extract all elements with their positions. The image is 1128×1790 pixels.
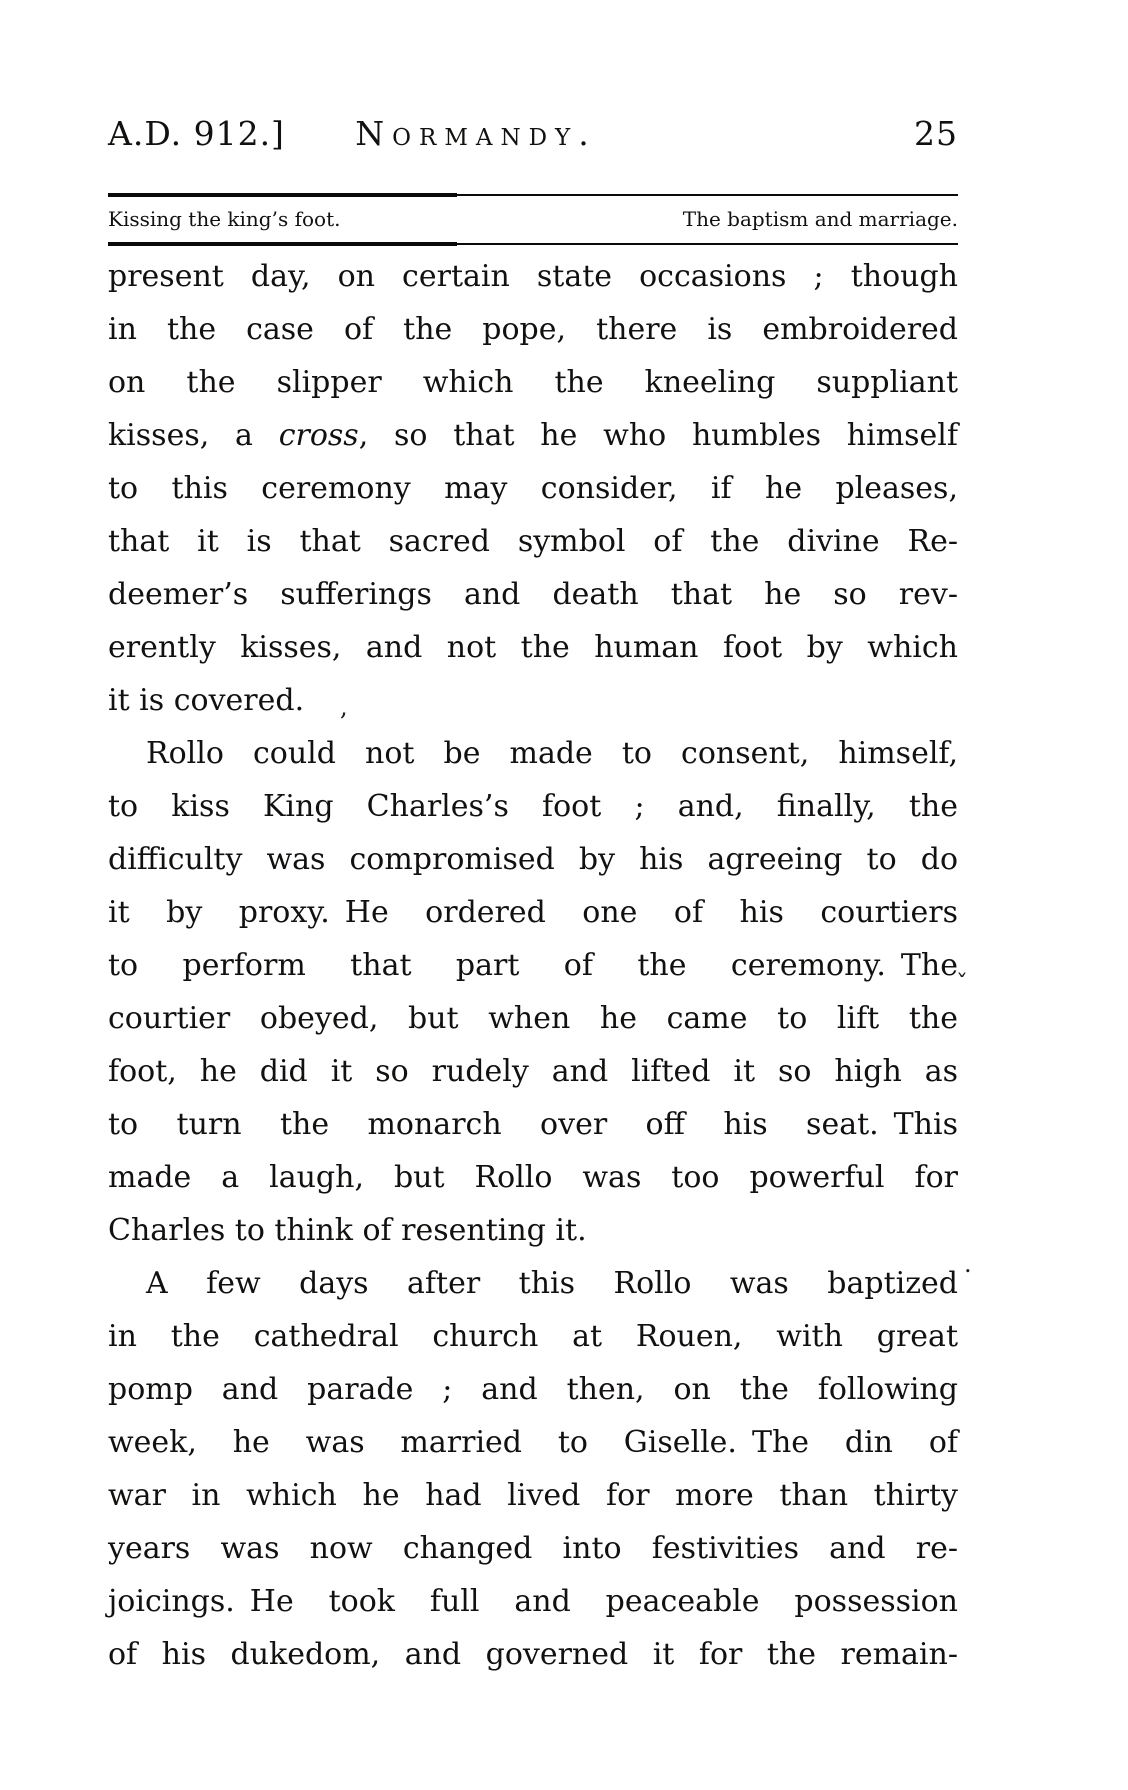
body-line: to this ceremony may consider, if he pleases, (108, 471, 958, 506)
body-line: A few days after this Rollo was baptized (146, 1266, 958, 1301)
body-line: joicings. He took full and peaceable possession (108, 1584, 958, 1619)
body-line: of his dukedom, and governed it for the remain- (108, 1637, 958, 1672)
body-line: deemer’s sufferings and death that he so rev- (108, 577, 958, 612)
body-line: week, he was married to Giselle. The din of (108, 1425, 958, 1460)
body-text (108, 250, 958, 1681)
body-line: pomp and parade ; and then, on the following (108, 1372, 958, 1407)
ink-mark: ˇ (956, 970, 968, 998)
body-line: Charles to think of resenting it. (108, 1213, 587, 1248)
running-head-right: The baptism and marriage. (682, 207, 958, 231)
header-page-number: 25 (914, 114, 958, 153)
body-line: on the slipper which the kneeling suppliant (108, 365, 958, 400)
body-line: in the cathedral church at Rouen, with great (108, 1319, 958, 1354)
body-line: courtier obeyed, but when he came to lift the (108, 1001, 958, 1036)
body-line: kisses, a cross, so that he who humbles himself (108, 418, 958, 453)
body-line: to perform that part of the ceremony. The (108, 948, 958, 983)
body-line: present day, on certain state occasions ; though (108, 259, 958, 294)
header-chapter-title: Normandy. (355, 114, 597, 153)
rule-thick-segment (108, 242, 457, 246)
running-heads (108, 204, 958, 234)
body-line: war in which he had lived for more than thirty (108, 1478, 958, 1513)
body-line: it by proxy. He ordered one of his courtiers (108, 895, 958, 930)
body-line: difficulty was compromised by his agreeing to do (108, 842, 958, 877)
divider-rule-bottom (108, 241, 958, 246)
body-line: made a laugh, but Rollo was too powerful for (108, 1160, 958, 1195)
body-line: Rollo could not be made to consent, himself, (146, 736, 958, 771)
rule-thick-segment (108, 193, 457, 197)
italic-word: cross (278, 418, 359, 453)
header-date-label: A.D. 912.] (108, 114, 285, 153)
body-line: to turn the monarch over off his seat. This (108, 1107, 958, 1142)
body-line: it is covered. (108, 683, 305, 718)
rule-thin-segment (457, 243, 959, 245)
running-head-left: Kissing the king’s foot. (108, 207, 341, 231)
ink-mark: , (340, 693, 348, 721)
body-line: to kiss King Charles’s foot ; and, finally, the (108, 789, 958, 824)
body-line: in the case of the pope, there is embroidered (108, 312, 958, 347)
body-line: foot, he did it so rudely and lifted it so high as (108, 1054, 958, 1089)
body-line: that it is that sacred symbol of the divine Re- (108, 524, 958, 559)
body-line: years was now changed into festivities and re- (108, 1531, 958, 1566)
divider-rule-top (108, 192, 958, 197)
rule-thin-segment (457, 194, 959, 196)
ink-mark: . (964, 1250, 972, 1278)
body-line: erently kisses, and not the human foot by which (108, 630, 958, 665)
running-header (108, 110, 958, 158)
